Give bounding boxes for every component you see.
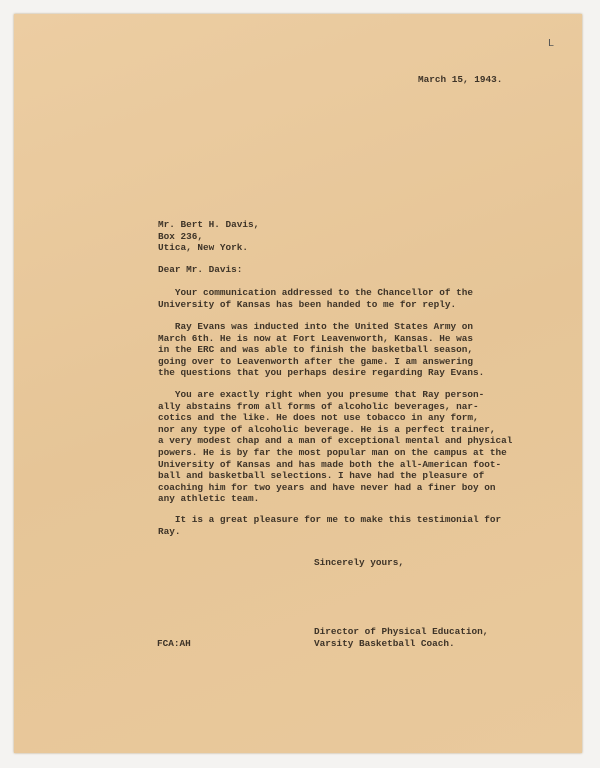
text-line: Your communication addressed to the Chancellor of the — [158, 287, 474, 298]
address-line: Utica, New York. — [158, 242, 249, 254]
text-line: It is a great pleasure for me to make this testimonial for — [158, 514, 502, 525]
text-line: ally abstains from all forms of alcoholic beverages, nar- — [158, 400, 479, 412]
text-line: You are exactly right when you presume that Ray person- — [158, 389, 485, 400]
address-line: Box 236, — [158, 230, 204, 242]
text-line: ball and basketball selections. I have had the pleasure of — [158, 470, 485, 482]
text-line: in the ERC and was able to finish the basketball season, — [158, 344, 474, 356]
text-line: Director of Physical Education, — [314, 626, 489, 637]
text-line: University of Kansas has been handed to me for reply. — [158, 298, 457, 310]
text-line: a very modest chap and a man of exceptional mental and physical — [158, 435, 513, 447]
letter-page — [14, 14, 582, 753]
text-line: Varsity Basketball Coach. — [314, 637, 455, 649]
text-line: going over to Leavenworth after the game. I am answering — [158, 355, 474, 367]
paragraph-4 — [158, 514, 501, 537]
text-line: cotics and the like. He does not use tobacco in any form, — [158, 412, 479, 424]
corner-mark: L — [548, 38, 554, 49]
recipient-address — [158, 219, 259, 254]
text-line: coaching him for two years and have never had a finer boy on — [158, 481, 496, 493]
text-line: University of Kansas and has made both the all-American foot- — [158, 458, 502, 470]
salutation: Dear Mr. Davis: — [158, 264, 243, 275]
text-line: Ray. — [158, 525, 181, 537]
closing: Sincerely yours, — [314, 557, 405, 568]
paragraph-2 — [158, 321, 484, 379]
reference-initials: FCA:AH — [157, 638, 191, 649]
text-line: nor any type of alcoholic beverage. He is a perfect trainer, — [158, 423, 496, 435]
signature-title — [314, 626, 488, 649]
text-line: any athletic team. — [158, 493, 260, 505]
paragraph-3 — [158, 389, 512, 505]
text-line: the questions that you perhaps desire regarding Ray Evans. — [158, 367, 485, 379]
text-line: March 6th. He is now at Fort Leavenworth, Kansas. He was — [158, 332, 474, 344]
address-line: Mr. Bert H. Davis, — [158, 219, 260, 230]
text-line: Ray Evans was inducted into the United States Army on — [158, 321, 474, 332]
text-line: powers. He is by far the most popular man on the campus at the — [158, 446, 507, 458]
date: March 15, 1943. — [418, 74, 503, 85]
paragraph-1 — [158, 287, 473, 310]
